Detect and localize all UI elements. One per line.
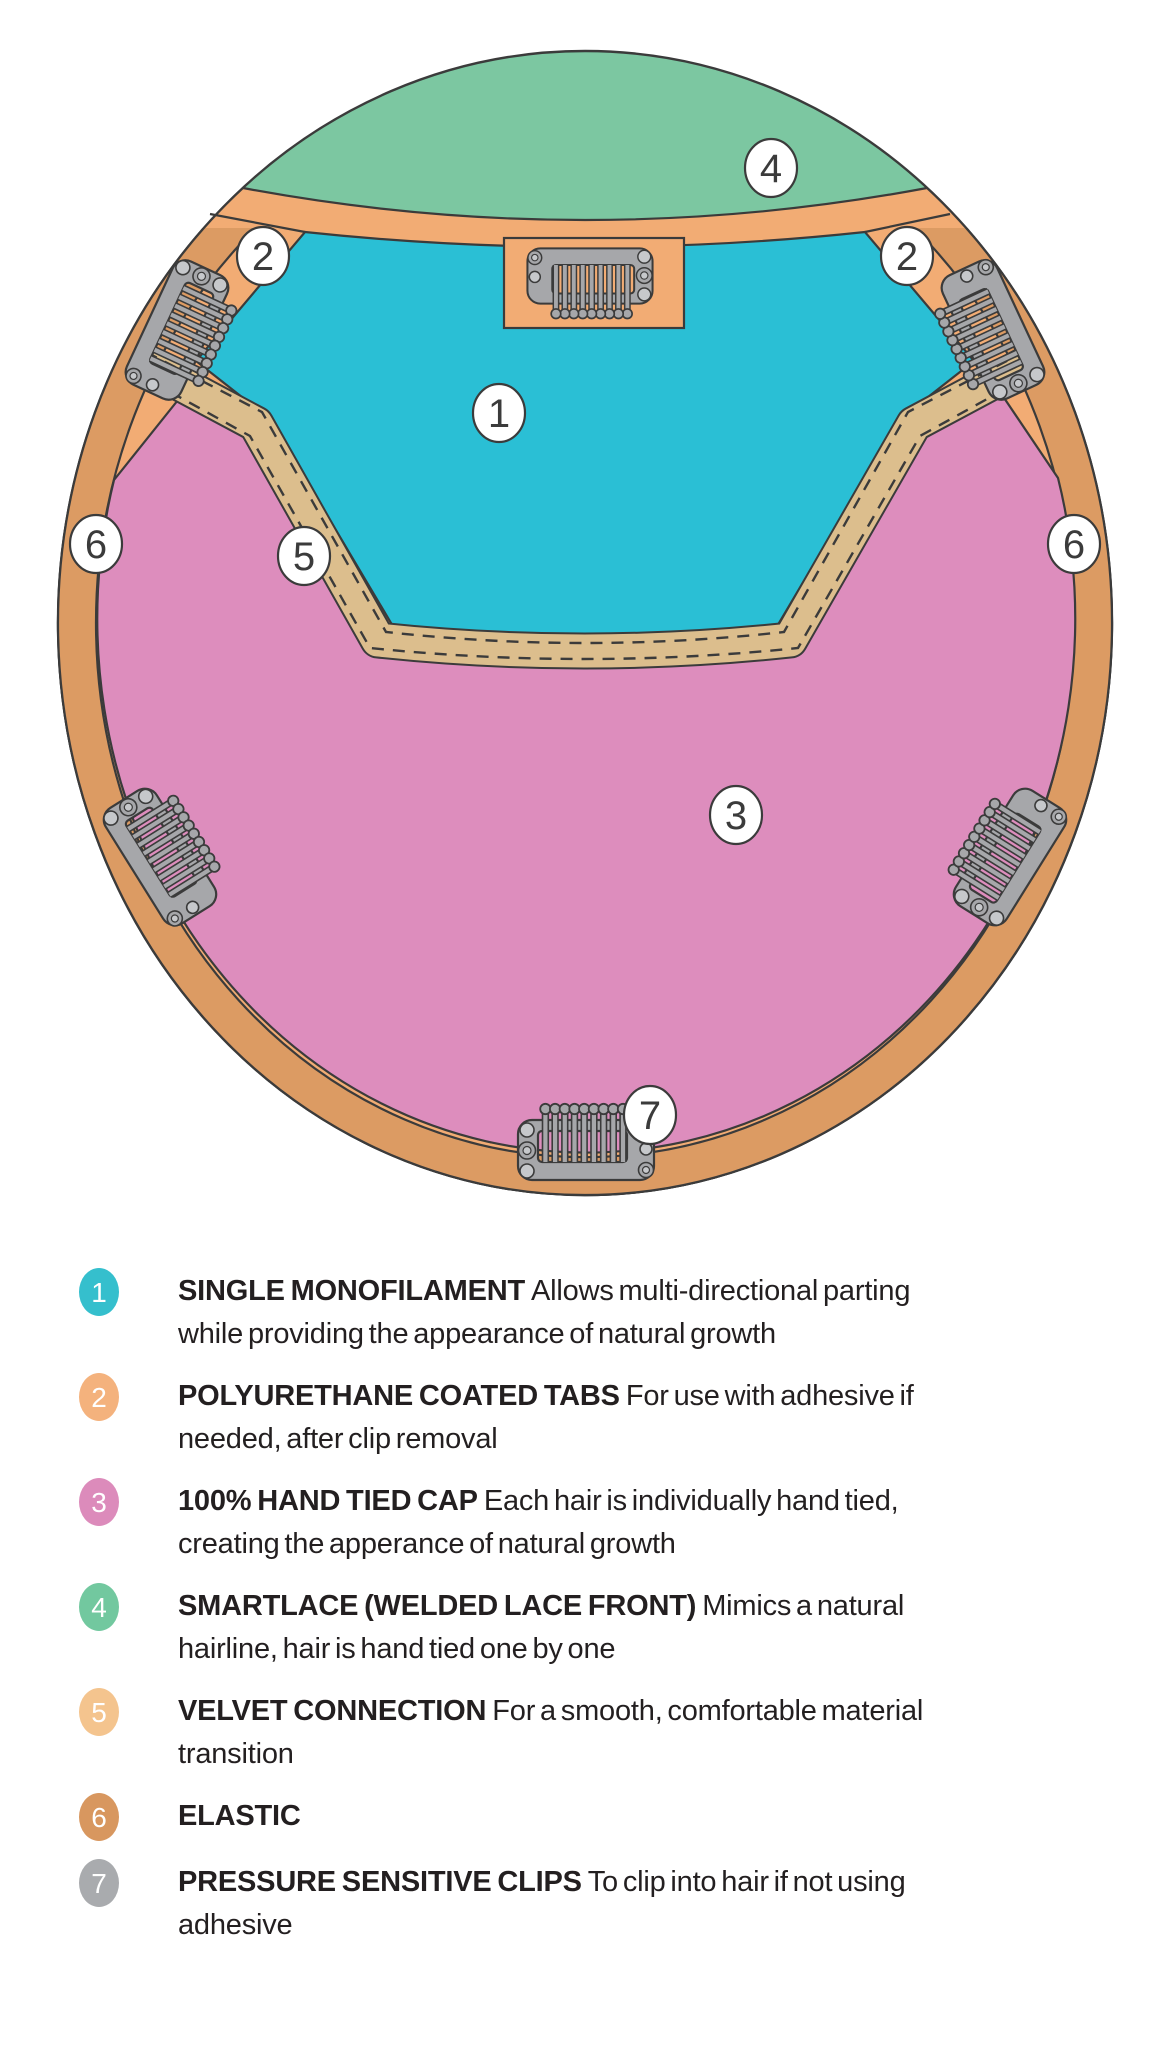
callout-3 xyxy=(710,786,762,844)
legend-text-6 xyxy=(178,1795,978,1838)
legend-item-smartlace xyxy=(78,1585,1171,1671)
legend-title-6: ELASTIC xyxy=(178,1800,301,1832)
callout-6-left-number: 6 xyxy=(84,523,108,567)
legend-badge-1 xyxy=(78,1267,120,1317)
legend-badge-6 xyxy=(78,1792,120,1842)
legend-desc-1: Allows multi-directional parting while providing the appearance of natural growth xyxy=(178,1275,911,1350)
callout-6-right xyxy=(1048,515,1100,573)
legend-desc-3: Each hair is individually hand tied, creating the apperance of natural growth xyxy=(178,1485,899,1560)
legend-item-polyurethane-tabs xyxy=(78,1375,1171,1461)
callout-7 xyxy=(624,1086,676,1144)
callout-7-number: 7 xyxy=(638,1094,662,1138)
legend-badge-2 xyxy=(78,1372,120,1422)
legend-item-single-monofilament xyxy=(78,1270,1171,1356)
callout-1-number: 1 xyxy=(487,392,511,436)
callout-2-left xyxy=(237,227,289,285)
legend-item-hand-tied-cap xyxy=(78,1480,1171,1566)
callout-6-left xyxy=(70,515,122,573)
callout-5-number: 5 xyxy=(292,535,316,579)
legend-title-1: SINGLE MONOFILAMENT xyxy=(178,1275,526,1307)
legend-item-pressure-clips xyxy=(78,1861,1171,1947)
legend-badge-3-number: 3 xyxy=(91,1487,107,1518)
callout-1 xyxy=(473,384,525,442)
legend-item-elastic xyxy=(78,1795,1171,1842)
callout-2-right xyxy=(881,227,933,285)
callout-4 xyxy=(745,139,797,197)
legend-desc-5: For a smooth, comfortable material transition xyxy=(178,1695,924,1770)
legend-badge-5 xyxy=(78,1687,120,1737)
legend-badge-5-number: 5 xyxy=(91,1697,107,1728)
legend-badge-2-number: 2 xyxy=(91,1382,107,1413)
legend-text-2 xyxy=(178,1375,978,1461)
legend-title-5: VELVET CONNECTION xyxy=(178,1695,487,1727)
legend-badge-7-number: 7 xyxy=(91,1868,107,1899)
callout-6-right-number: 6 xyxy=(1062,523,1086,567)
legend-text-7 xyxy=(178,1861,978,1947)
legend-badge-3 xyxy=(78,1477,120,1527)
legend-title-3: 100% HAND TIED CAP xyxy=(178,1485,478,1517)
callout-3-number: 3 xyxy=(724,794,748,838)
legend-desc-7: To clip into hair if not using adhesive xyxy=(178,1866,906,1941)
legend-title-4: SMARTLACE (WELDED LACE FRONT) xyxy=(178,1590,697,1622)
legend-text-5 xyxy=(178,1690,978,1776)
legend-badge-1-number: 1 xyxy=(91,1277,107,1308)
legend-item-velvet-connection xyxy=(78,1690,1171,1776)
legend-badge-6-number: 6 xyxy=(91,1802,107,1833)
legend-title-7: PRESSURE SENSITIVE CLIPS xyxy=(178,1866,582,1898)
legend-desc-2: For use with adhesive if needed, after clip removal xyxy=(178,1380,914,1455)
legend-badge-4 xyxy=(78,1582,120,1632)
legend xyxy=(0,1240,1171,1947)
callout-4-number: 4 xyxy=(759,147,783,191)
legend-text-4 xyxy=(178,1585,978,1671)
legend-text-1 xyxy=(178,1270,978,1356)
callout-5 xyxy=(278,527,330,585)
legend-badge-4-number: 4 xyxy=(91,1592,107,1623)
callout-2-left-number: 2 xyxy=(251,235,275,279)
legend-title-2: POLYURETHANE COATED TABS xyxy=(178,1380,620,1412)
callout-2-right-number: 2 xyxy=(895,235,919,279)
legend-desc-4: Mimics a natural hairline, hair is hand tied one by one xyxy=(178,1590,905,1665)
legend-text-3 xyxy=(178,1480,978,1566)
legend-badge-7 xyxy=(78,1858,120,1908)
